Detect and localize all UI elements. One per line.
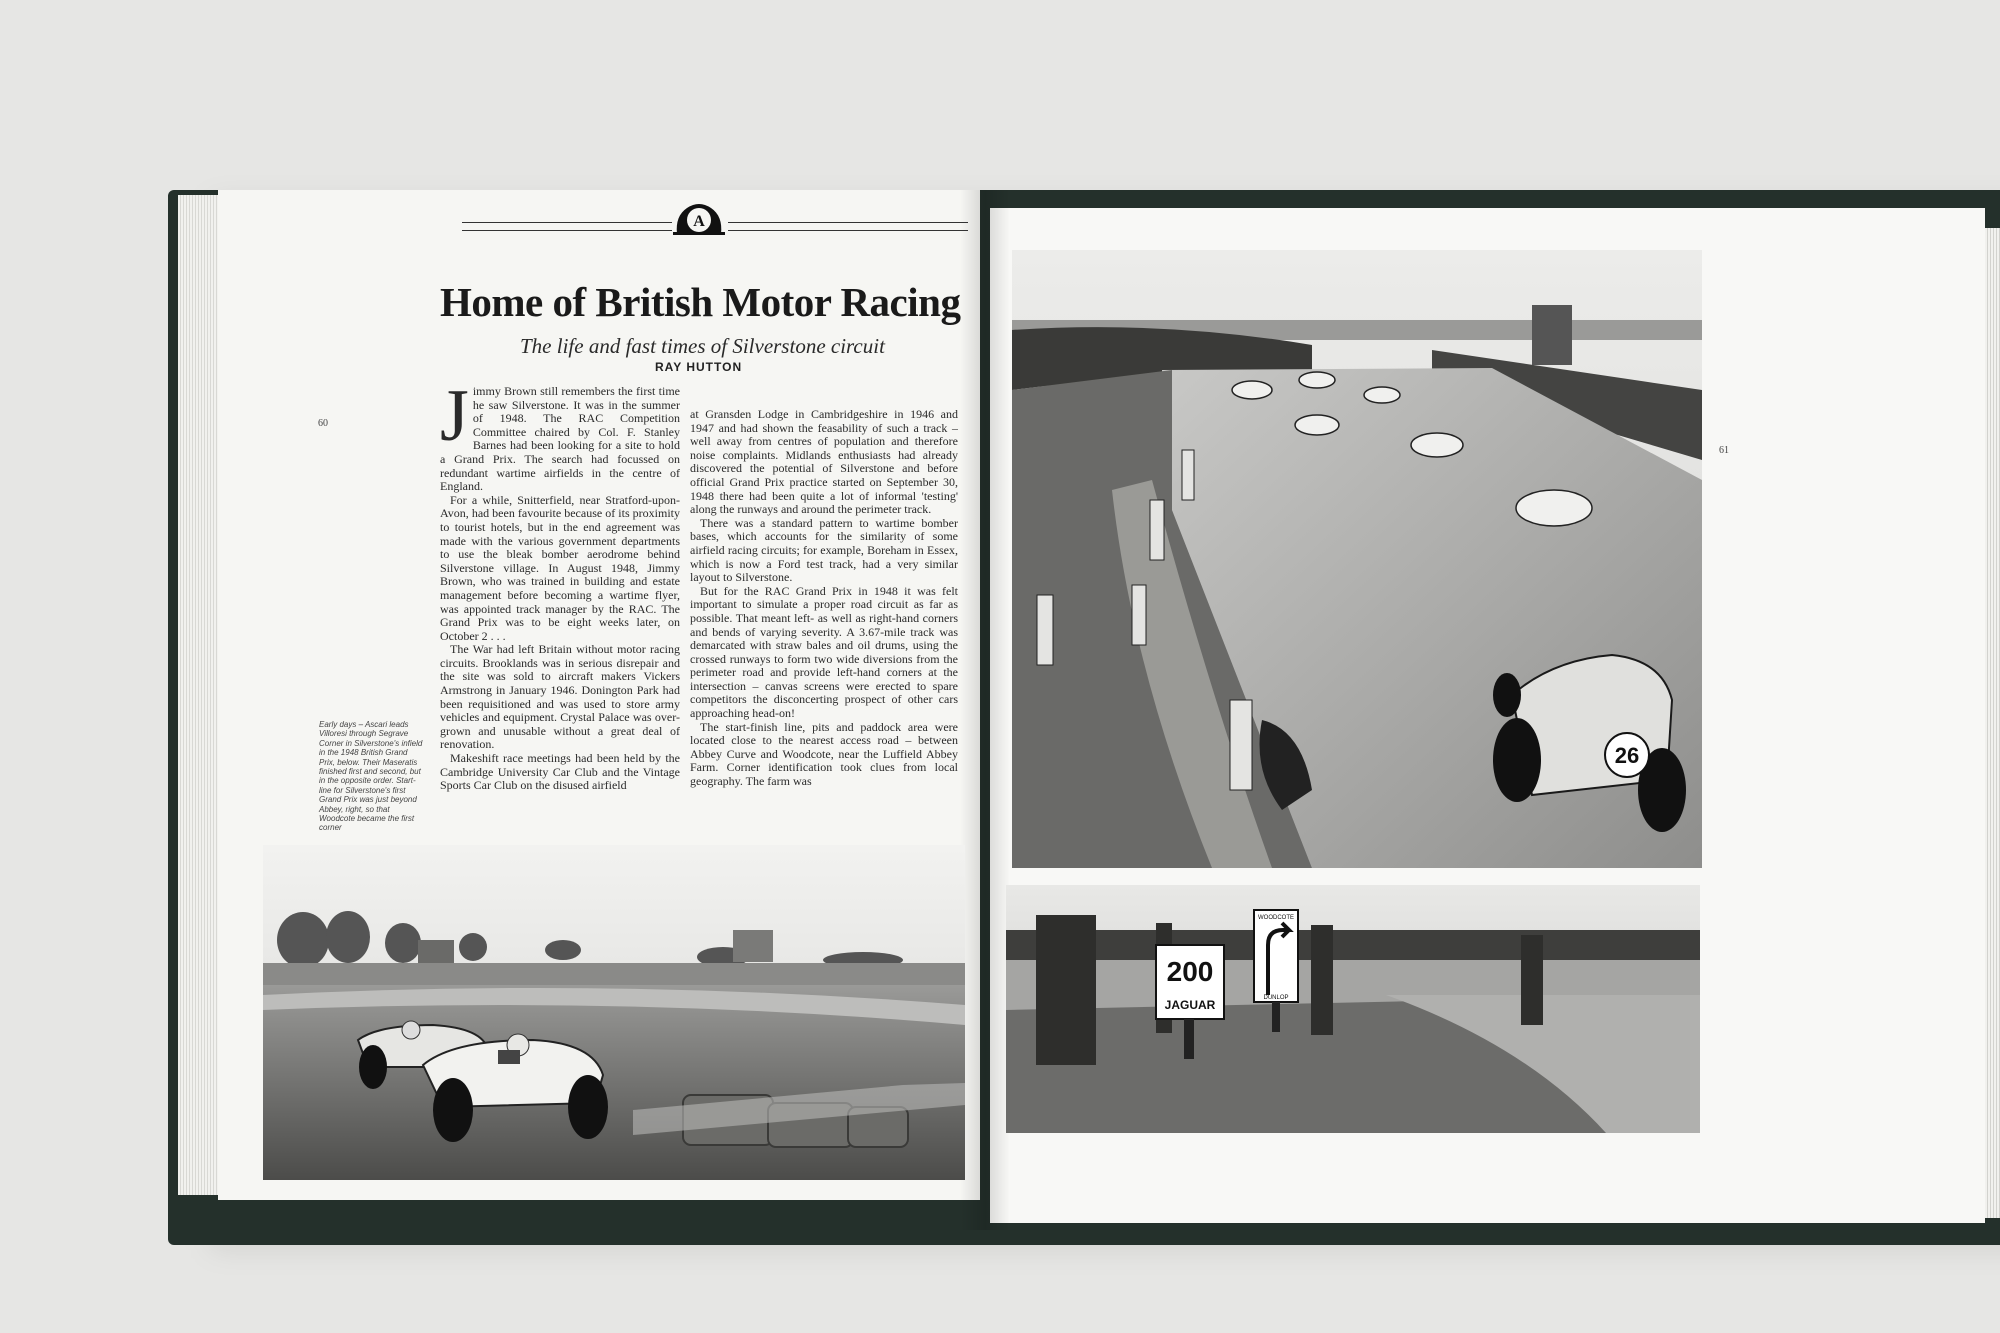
header-rule-left — [462, 222, 672, 223]
paragraph: For a while, Snitterfield, near Stratford-upon-Avon, had been favourite because of its proximity to tourist hotels, but in the end agreement was made with the various government departments to use the bleak bomber aerodrome behind Silverstone village. In August 1948, Jimmy Brown, who was trained in building and estate management before becoming a wartime flyer, was appointed track manager by the RAC. The Grand Prix was to be eight weeks later, on October 2 . . . — [440, 492, 680, 643]
sign-small-top: WOODCOTE — [1258, 915, 1294, 921]
paragraph: at Gransden Lodge in Cambridgeshire in 1946 and 1947 and had shown the feasability of such a track – well away from centres of population and therefore noise complaints. Midlands enthusiasts had already discovered the potential of Silverstone and before official Grand Prix practice started on September 30, 1948 there had been quite a lot of informal 'testing' along the runways and around the perimeter track. — [690, 408, 958, 517]
article-column-1 — [440, 385, 680, 840]
article-author: RAY HUTTON — [655, 360, 743, 374]
emblem-icon — [671, 200, 727, 236]
paragraph: Makeshift race meetings had been held by the Cambridge University Car Club and the Vintage Sports Car Club on the disused airfield — [440, 751, 680, 793]
paragraph: immy Brown still remembers the first time he saw Silverstone. It was in the summer of 1948. The RAC Competition Committee chaired by Col. F. Stanley Barnes had been looking for a site to hold a Grand Prix. The search had focussed on redundant wartime airfields in the centre of England. — [440, 385, 680, 494]
photo-silverstone-grid — [1012, 250, 1702, 868]
sign-brand: JAGUAR — [1164, 998, 1216, 1012]
photo-caption: Early days – Ascari leads Villoresi through Segrave Corner in Silverstone's infield in the 1948 British Grand Prix, below. Their Maseratis finished first and second, but in the opposite order. Start-line for Silverstone's first Grand Prix was just beyond Abbey, right, so that Woodcote became the first corner — [319, 720, 423, 833]
page-number-right: 61 — [1719, 445, 1729, 456]
paragraph: But for the RAC Grand Prix in 1948 it was felt important to simulate a proper road circuit as far as possible. That meant left- as well as right-hand corners and bends of varying severity. A 3.67-mile track was demarcated with straw bales and oil drums, using the crossed runways to form two wide diversions from the perimeter road and provide left-hand corners at the intersection – canvas screens were erected to spare competitors the disconcerting prospect of other cars approaching head-on! — [690, 583, 958, 721]
header-rule-right — [728, 222, 968, 223]
sign-number: 200 — [1166, 956, 1214, 987]
book-gutter — [960, 190, 1010, 1230]
svg-text:A: A — [693, 213, 705, 230]
article-column-2 — [690, 408, 958, 853]
page-number-left: 60 — [318, 418, 328, 429]
article-title: Home of British Motor Racing — [440, 279, 961, 325]
page-edges-left — [178, 195, 218, 1195]
sign-small-bottom: DUNLOP — [1263, 995, 1289, 1001]
header-rule-left-2 — [462, 230, 672, 231]
header-rule-right-2 — [728, 230, 968, 231]
paragraph: There was a standard pattern to wartime bomber bases, which accounts for the similarity of some airfield racing circuits; for example, Boreham in Essex, which is now a Ford test track, had a very similar layout to Silverstone. — [690, 515, 958, 585]
photo-race-cars-straw-bales — [263, 845, 965, 1180]
page-edges-right — [1985, 228, 2000, 1218]
photo-woodcote-corner — [1006, 885, 1700, 1133]
car-number: 26 — [1614, 743, 1640, 768]
paragraph: The War had left Britain without motor racing circuits. Brooklands was in serious disrepair and the site was sold to aircraft makers Vickers Armstrong in January 1946. Donington Park had been requisitioned and was used to store army vehicles and equipment. Crystal Palace was over-grown and unusable without a great deal of renovation. — [440, 642, 680, 752]
drop-cap: J — [440, 385, 469, 457]
article-subtitle: The life and fast times of Silverstone circuit — [520, 334, 885, 358]
paragraph: The start-finish line, pits and paddock area were located close to the nearest access road – between Abbey Curve and Woodcote, near the Luffield Abbey Farm. Corner identification took clues from local geography. The farm was — [690, 719, 958, 789]
